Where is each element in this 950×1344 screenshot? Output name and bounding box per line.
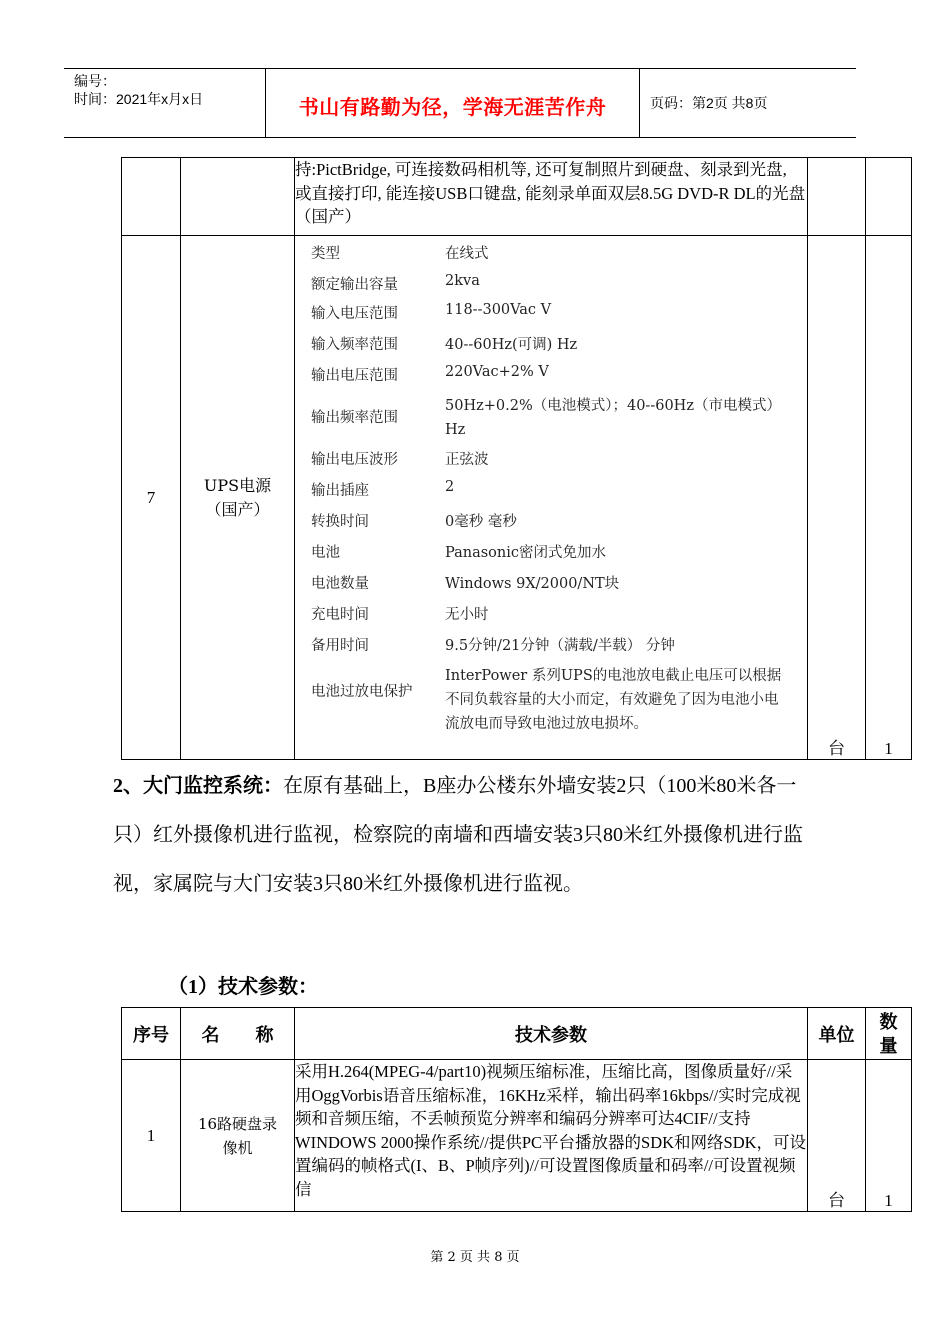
spec-key: 输入电压范围: [311, 306, 398, 322]
table-header-row: [122, 1008, 912, 1060]
header-params: 技术参数: [295, 1008, 808, 1060]
item-name: [181, 236, 295, 760]
ups-spec-cell: [295, 236, 808, 760]
spec-key: 输出电压范围: [311, 368, 398, 384]
spec-key: 输入频率范围: [311, 337, 398, 353]
table-row: [122, 158, 912, 236]
header-unit: 单位: [808, 1008, 866, 1060]
spec-value: Windows 9X/2000/NT块: [445, 576, 620, 592]
spec-value: 40--60Hz(可调) Hz: [445, 337, 578, 353]
section-2-paragraph: [113, 762, 813, 909]
item-unit: 台: [808, 1060, 866, 1212]
spec-key: 输出频率范围: [311, 410, 398, 426]
spec-value: InterPower 系列UPS的电池放电截止电压可以根据不同负载容量的大小而定，有效避免了因为电池小电流放电而导致电池过放电损坏。: [445, 668, 782, 732]
row-number: 1: [122, 1060, 181, 1212]
spec-value: 2: [445, 479, 455, 495]
header-qty: 数量: [866, 1008, 912, 1060]
item-name: 16路硬盘录像机: [181, 1060, 295, 1212]
header-no: 序号: [122, 1008, 181, 1060]
spec-value: 50Hz+0.2%（电池模式）；40--60Hz（市电模式） Hz: [445, 398, 781, 438]
table-cell: [808, 158, 866, 236]
spec-key: 类型: [311, 246, 340, 262]
page-header: [64, 68, 856, 138]
item-name-line2: （国产）: [205, 499, 270, 519]
page-footer: 第 2 页 共 8 页: [430, 1250, 520, 1265]
table-cell: [181, 158, 295, 236]
spec-value: 220Vac+2% V: [445, 364, 549, 380]
row-number: 7: [122, 236, 181, 760]
spec-value: 9.5分钟/21分钟（满载/半载） 分钟: [445, 638, 675, 654]
item-quantity: 1: [866, 236, 912, 760]
item-unit: 台: [808, 236, 866, 760]
header-left-cell: [64, 69, 266, 137]
table-cell: [866, 158, 912, 236]
table-row: [122, 1060, 912, 1212]
spec-key: 输出插座: [311, 483, 369, 499]
header-page-code: 页码：第2页 共8页: [650, 95, 768, 111]
spec-key: 额定输出容量: [311, 277, 398, 293]
equipment-table-2: [121, 1007, 912, 1212]
doc-code-label: 编号：: [74, 73, 116, 89]
spec-value: 0毫秒 毫秒: [445, 514, 517, 530]
spec-value: 118--300Vac V: [445, 302, 552, 318]
header-name: 名 称: [181, 1008, 295, 1060]
header-motto: 书山有路勤为径，学海无涯苦作舟: [298, 95, 607, 119]
doc-time-label: 时间：2021年x月x日: [74, 91, 204, 107]
header-right-cell: [640, 69, 856, 137]
table-row-ups: [122, 236, 912, 760]
spec-value: 正弦波: [445, 452, 489, 468]
spec-value: 2kva: [445, 273, 480, 289]
spec-value: Panasonic密闭式免加水: [445, 545, 607, 561]
spec-value: 无小时: [445, 607, 489, 623]
spec-key: 电池数量: [311, 576, 369, 592]
continued-description: 持:PictBridge, 可连接数码相机等, 还可复制照片到硬盘、刻录到光盘, 或直接打印, 能连接USB口键盘, 能刻录单面双层8.5G DVD-R DL的光盘（国产）: [295, 158, 808, 236]
spec-key: 备用时间: [311, 638, 369, 654]
section-2-heading: 2、大门监控系统：: [113, 775, 283, 797]
spec-key: 电池: [311, 545, 340, 561]
spec-key: 充电时间: [311, 607, 369, 623]
equipment-table-1: [121, 157, 912, 760]
item-params: [295, 1060, 808, 1212]
table-cell: [122, 158, 181, 236]
item-params-text: 采用H.264(MPEG-4/part10)视频压缩标准，压缩比高，图像质量好//采用OggVorbis语音压缩标准，16KHz采样，输出码率16kbps//实时完成视频和音频压缩，不丢帧预览分辨率和编码分辨率可达4CIF//支持WINDOWS 2000操作系统//提供PC平台播放器的SDK和网络SDK，可设置编码的帧格式(I、B、P帧序列)//可设置图像质量和码率//可设置视频信: [295, 1062, 807, 1199]
spec-key: 电池过放电保护: [311, 684, 413, 700]
spec-key: 输出电压波形: [311, 452, 398, 468]
spec-value: 在线式: [445, 246, 489, 262]
header-motto-cell: [266, 69, 640, 137]
section-2-body: 在原有基础上，B座办公楼东外墙安装2只（100米80米各一只）红外摄像机进行监视，检察院的南墙和西墙安装3只80米红外摄像机进行监视，家属院与大门安装3只80米红外摄像机进行监视。: [113, 775, 803, 895]
tech-params-heading: （1）技术参数：: [168, 976, 318, 998]
item-quantity: 1: [866, 1060, 912, 1212]
spec-key: 转换时间: [311, 514, 369, 530]
item-name-line1: UPS电源: [203, 475, 272, 495]
ups-spec-list: [295, 236, 807, 758]
